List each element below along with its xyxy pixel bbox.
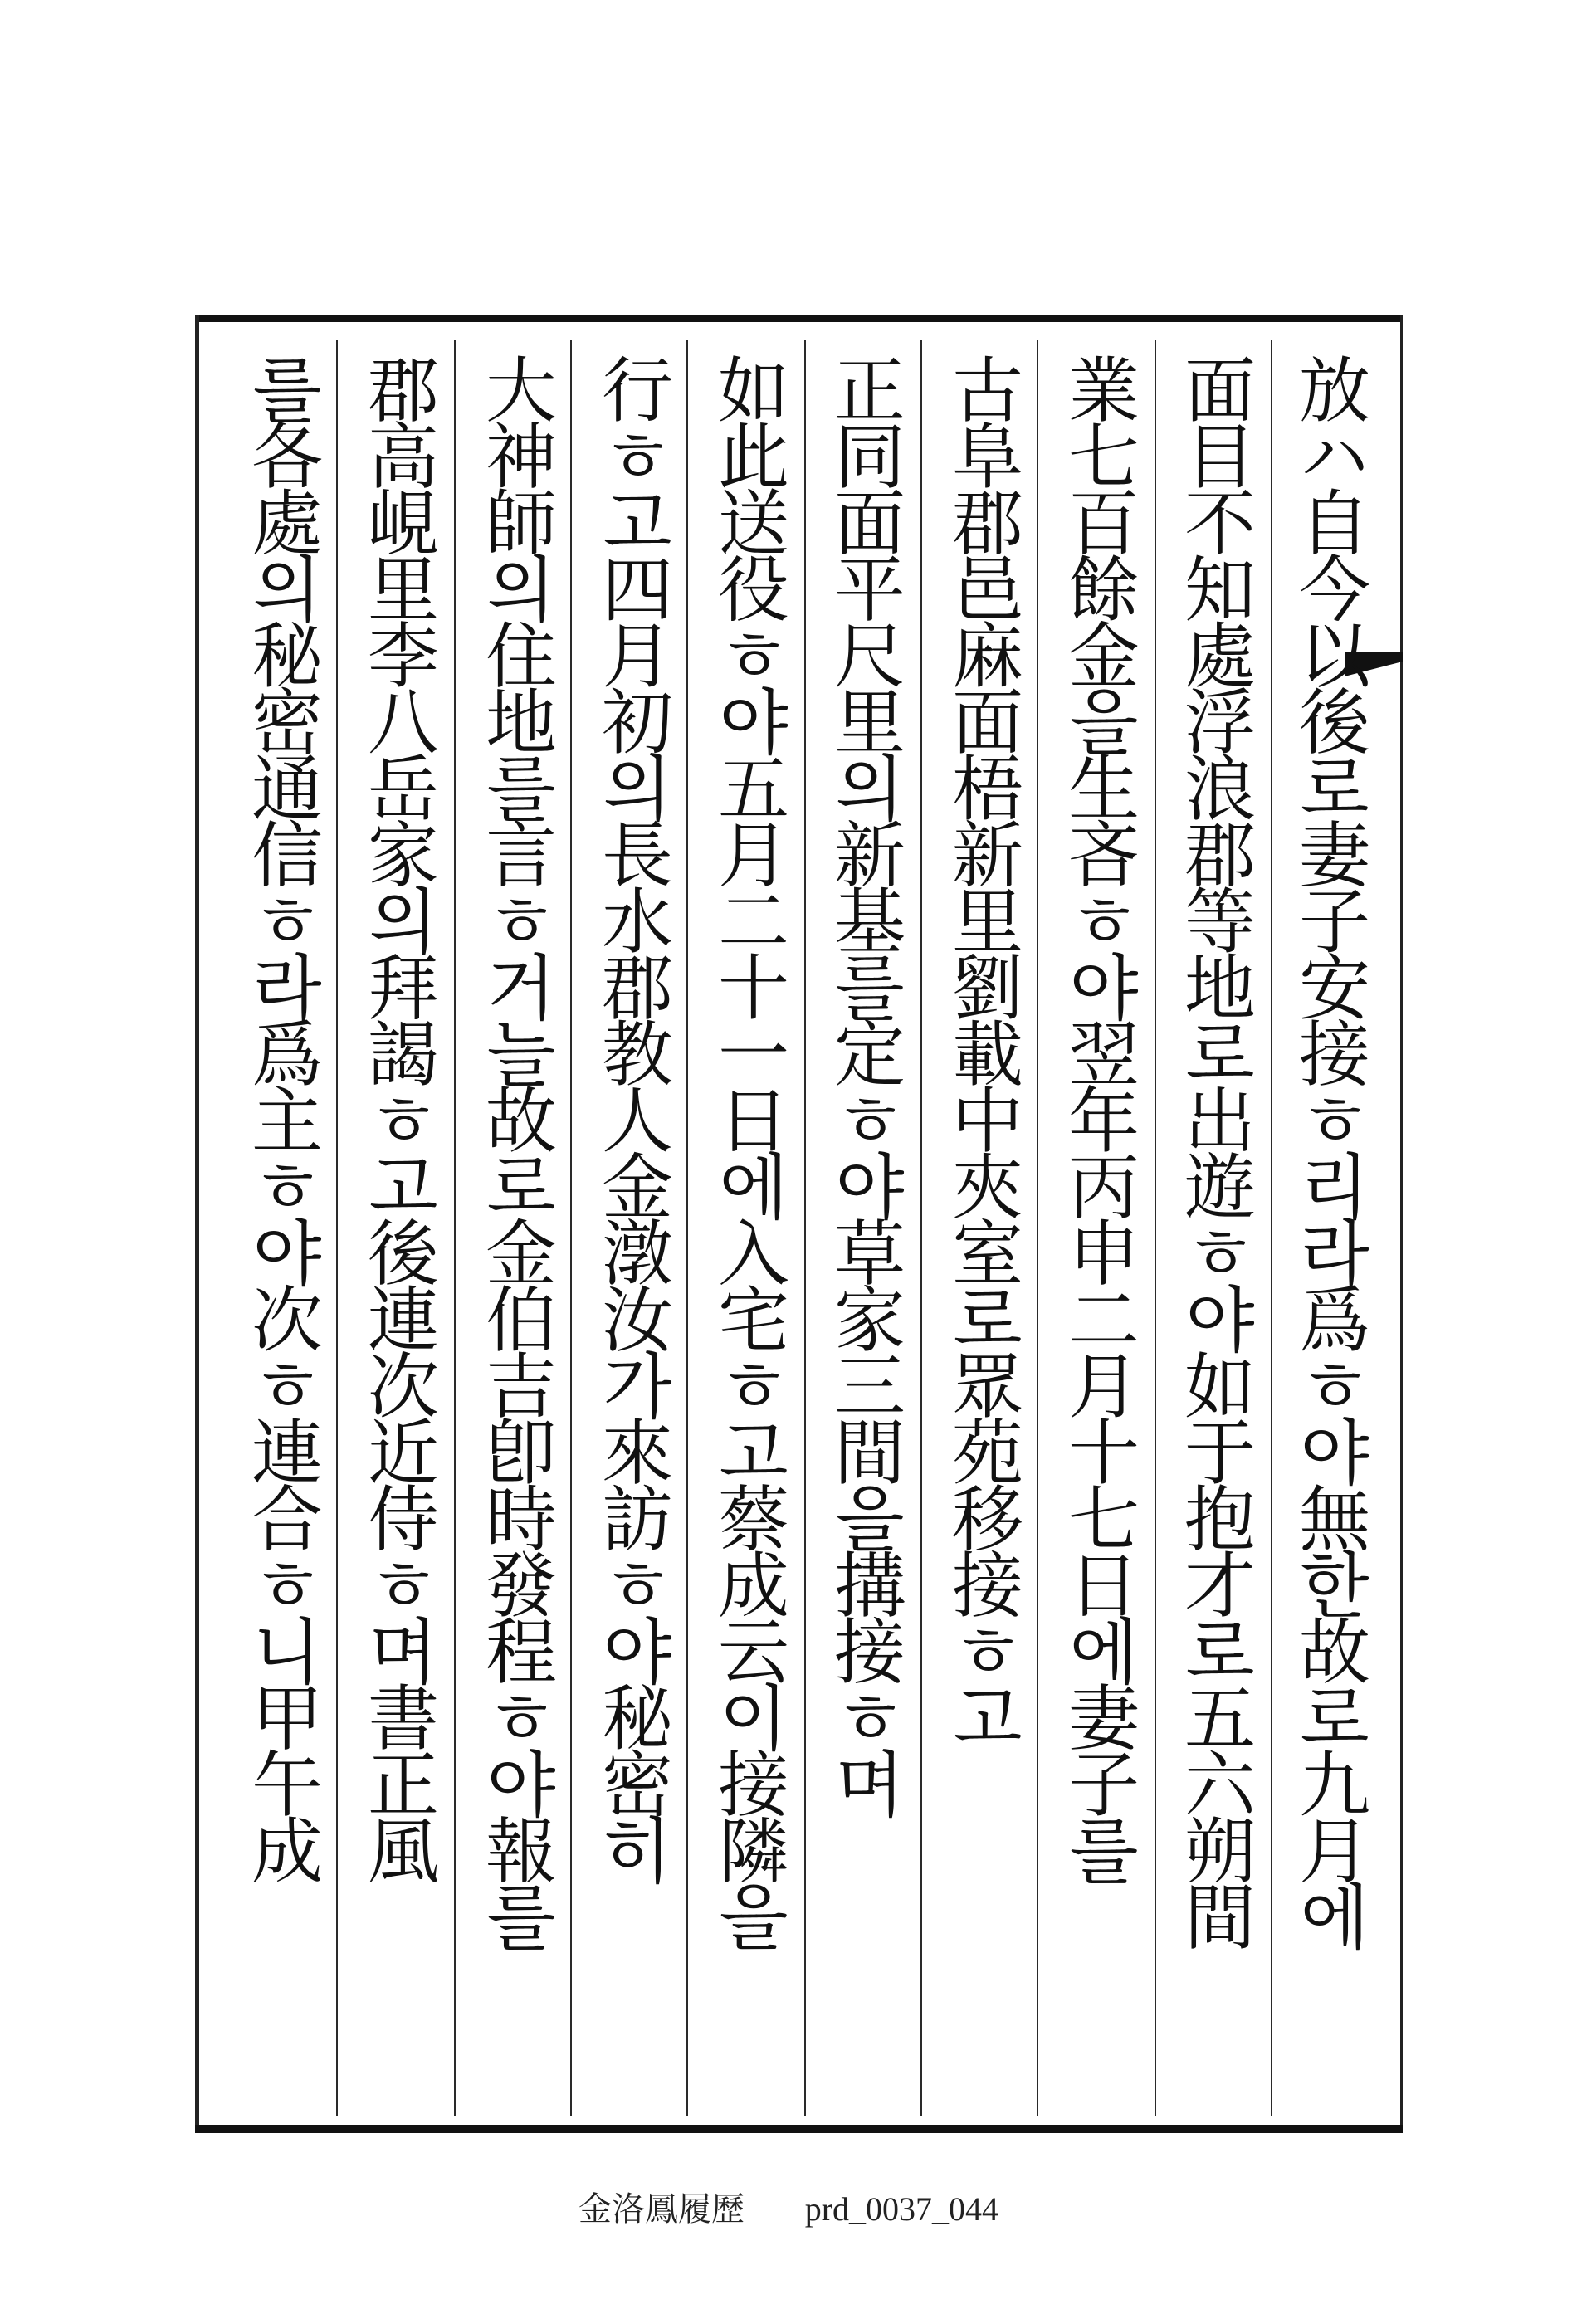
manuscript-page bbox=[195, 315, 1403, 2133]
column-divider bbox=[804, 340, 806, 2116]
manuscript-column-8: 大神師의住地를言ㅎ거늘故로金伯吉卽時發程ㅎ야報를 bbox=[473, 353, 556, 1946]
column-divider bbox=[1155, 340, 1156, 2116]
column-divider bbox=[1271, 340, 1272, 2116]
right-border-rule bbox=[1400, 315, 1403, 2133]
top-border-rule bbox=[195, 315, 1403, 322]
left-border-rule bbox=[195, 315, 199, 2133]
bottom-border-rule bbox=[195, 2125, 1403, 2133]
column-divider bbox=[570, 340, 572, 2116]
manuscript-column-9: 郡高峴里李八岳家의拜謁ㅎ고後連次近侍ㅎ며書正風 bbox=[355, 353, 438, 1880]
manuscript-column-4: 古阜郡邑麻面梧新里劉載中夾室로眾苑移接ㅎ고 bbox=[940, 353, 1023, 1747]
column-divider bbox=[336, 340, 338, 2116]
manuscript-column-6: 如此送役ㅎ야五月二十一日에入宅ㅎ고蔡成云이接隣을 bbox=[706, 353, 788, 1946]
manuscript-column-5: 正同面平尺里의新基를定ㅎ야草家三間을搆接ㅎ며 bbox=[822, 353, 905, 1814]
column-divider bbox=[454, 340, 456, 2116]
caption-page-id: prd_0037_044 bbox=[804, 2190, 999, 2228]
manuscript-column-1: 放ハ自今以後로妻子安接ㅎ리라爲ㅎ야無한故로九月에 bbox=[1286, 353, 1370, 1946]
column-divider bbox=[920, 340, 922, 2116]
page-caption bbox=[0, 2183, 1577, 2230]
manuscript-column-7: 行ㅎ고四月初의長水郡教人金潡汝가來訪ㅎ야秘密히 bbox=[589, 353, 672, 1880]
manuscript-column-2: 面目不知處浮浪郡等地로出遊ㅎ야如于抱才로五六朔間 bbox=[1172, 353, 1255, 1946]
manuscript-column-10: 를各處의秘密通信ㅎ라爲主ㅎ야次ㅎ連合ㅎ니甲午成 bbox=[239, 353, 322, 1880]
column-divider bbox=[686, 340, 688, 2116]
caption-title: 金洛鳳履歷 bbox=[578, 2190, 745, 2229]
column-divider bbox=[1037, 340, 1038, 2116]
manuscript-column-3: 業七百餘金을生吝ㅎ야翌年丙申二月十七日에妻子를 bbox=[1056, 353, 1139, 1880]
